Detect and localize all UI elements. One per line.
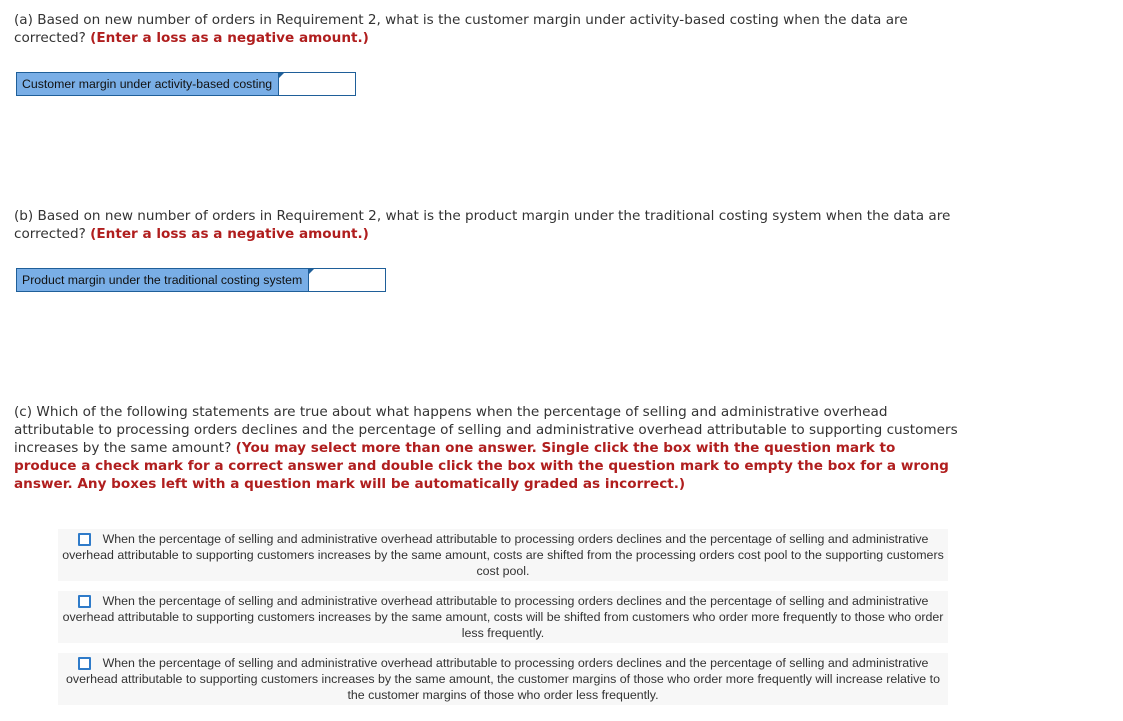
option-2-text: When the percentage of selling and administrative overhead attributable to processing orders declines and the percentage of selling and administrative overhead attributable to supporting customers increases by the same amount, costs will be shifted from customers who order more frequently to those who order less frequently. bbox=[62, 594, 944, 640]
customer-margin-answer-row bbox=[16, 72, 356, 96]
question-c-instruction: (You may select more than one answer. Single click the box with the question mark to produce a check mark for a correct answer and double click the box with the question mark to empty the box for a wrong answer. Any boxes left with a question mark will be automatically graded as incorrect.) bbox=[14, 440, 949, 492]
answer-option-3[interactable] bbox=[58, 653, 948, 705]
product-margin-input[interactable] bbox=[309, 269, 385, 291]
question-b bbox=[14, 207, 954, 243]
question-b-text: (b) Based on new number of orders in Requirement 2, what is the product margin under the traditional costing system when the data are corrected? bbox=[14, 208, 951, 242]
question-b-instruction: (Enter a loss as a negative amount.) bbox=[90, 226, 369, 242]
question-a-instruction: (Enter a loss as a negative amount.) bbox=[90, 30, 369, 46]
option-2-checkbox[interactable] bbox=[78, 595, 91, 608]
product-margin-label: Product margin under the traditional costing system bbox=[16, 268, 308, 292]
question-a bbox=[14, 11, 944, 47]
input-corner-marker-icon bbox=[309, 269, 314, 274]
customer-margin-label: Customer margin under activity-based costing bbox=[16, 72, 278, 96]
option-3-text: When the percentage of selling and administrative overhead attributable to processing orders declines and the percentage of selling and administrative overhead attributable to supporting customers increases by the same amount, the customer margins of those who order more frequently will increase relative to the customer margins of those who order less frequently. bbox=[66, 656, 940, 702]
option-1-checkbox[interactable] bbox=[78, 533, 91, 546]
question-a-text: (a) Based on new number of orders in Requirement 2, what is the customer margin under activity-based costing when the data are corrected? bbox=[14, 12, 908, 46]
answer-option-2[interactable] bbox=[58, 591, 948, 643]
question-c-text: (c) Which of the following statements are true about what happens when the percentage of selling and administrative overhead attributable to processing orders declines and the percentage of selling and administrative overhead attributable to supporting customers increases by the same amount? bbox=[14, 404, 958, 456]
input-corner-marker-icon bbox=[279, 73, 284, 78]
answer-option-1[interactable] bbox=[58, 529, 948, 581]
product-margin-answer-row bbox=[16, 268, 386, 292]
question-c bbox=[14, 403, 959, 493]
customer-margin-input-wrapper[interactable] bbox=[278, 72, 356, 96]
product-margin-input-wrapper[interactable] bbox=[308, 268, 386, 292]
option-3-checkbox[interactable] bbox=[78, 657, 91, 670]
option-1-text: When the percentage of selling and administrative overhead attributable to processing orders declines and the percentage of selling and administrative overhead attributable to supporting customers increases by the same amount, costs are shifted from the processing orders cost pool to the supporting customers cost pool. bbox=[62, 532, 944, 578]
customer-margin-input[interactable] bbox=[279, 73, 355, 95]
